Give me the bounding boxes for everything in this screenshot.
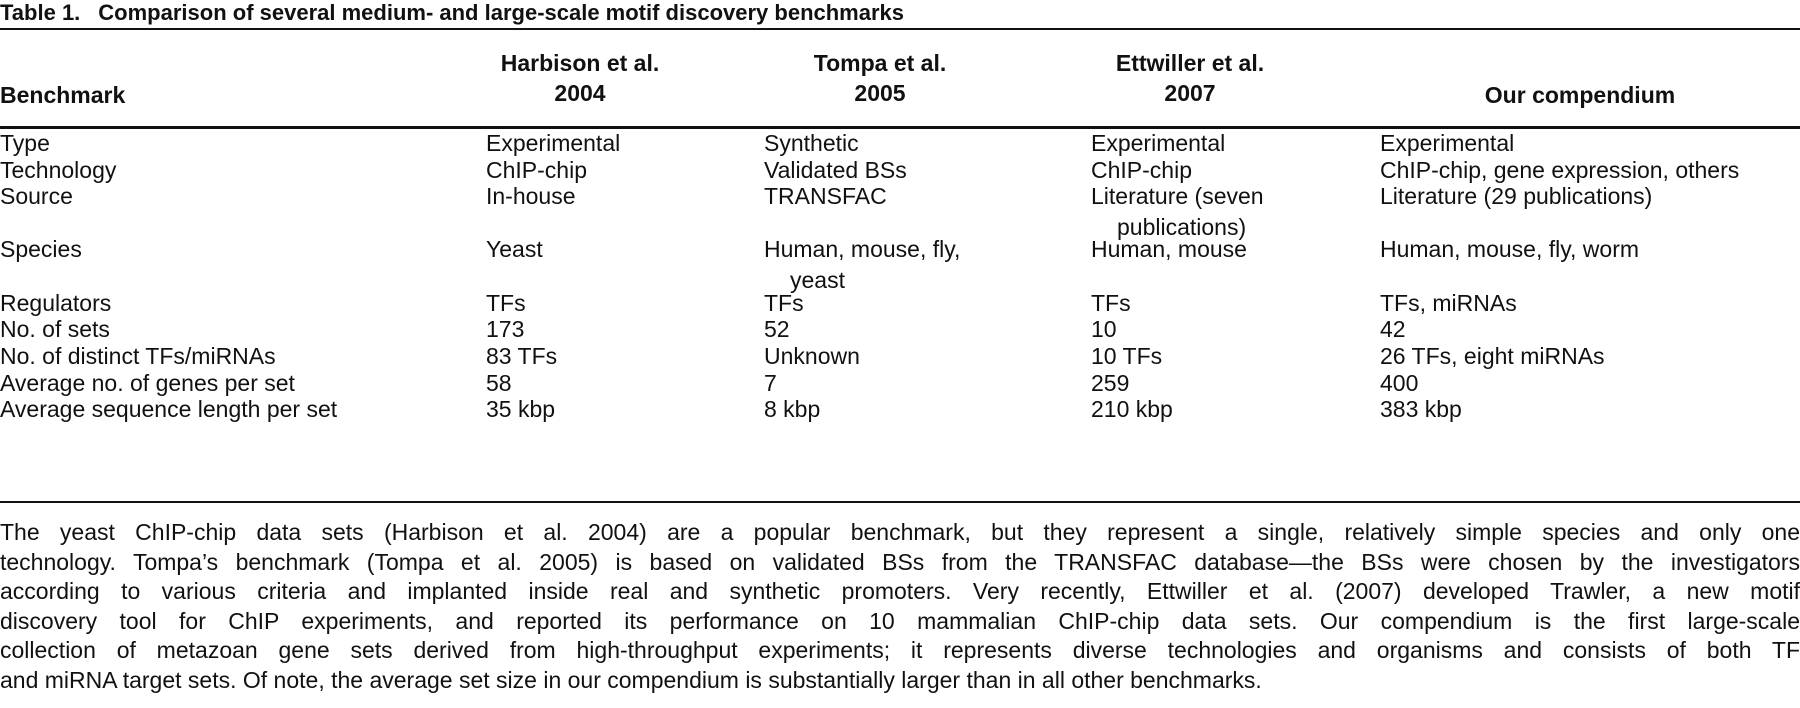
cell-ours: Literature (29 publications)	[1380, 183, 1653, 209]
cell-ours: 42	[1380, 316, 1406, 342]
cell-line: yeast	[790, 267, 845, 293]
cell-harbison: ChIP-chip	[486, 157, 587, 183]
cell-ours: TFs, miRNAs	[1380, 290, 1517, 316]
header-harbison-name: Harbison et al.	[500, 50, 660, 76]
table-footnote	[0, 518, 1800, 696]
header-ettwiller-name: Ettwiller et al.	[1115, 50, 1265, 76]
row-label: Average sequence length per set	[0, 396, 338, 422]
cell-line: publications)	[1117, 214, 1247, 240]
cell-line: 10 TFs	[1091, 343, 1163, 369]
cell-line: 259	[1091, 370, 1130, 396]
footnote-line: according to various criteria and implanted inside real and synthetic promoters. Very recently, Ettwiller et al. (2007) developed Trawler, a new motif	[0, 578, 1800, 605]
cell-ours: 400	[1380, 370, 1419, 396]
header-harbison	[470, 48, 690, 108]
header-benchmark: Benchmark	[0, 82, 126, 108]
cell-harbison: 35 kbp	[486, 396, 556, 422]
row-label: Source	[0, 183, 73, 209]
cell-harbison: Experimental	[486, 130, 621, 156]
cell-line: 10	[1091, 316, 1117, 342]
cell-line: 52	[764, 316, 790, 342]
cell-ettwiller	[1091, 234, 1247, 265]
cell-harbison: Yeast	[486, 236, 543, 262]
bottom-rule	[0, 501, 1800, 503]
cell-ours: 26 TFs, eight miRNAs	[1380, 343, 1605, 369]
cell-harbison: 58	[486, 370, 512, 396]
footnote-line: discovery tool for ChIP experiments, and reported its performance on 10 mammalian ChIP-chip data sets. Our compendium is the first large-scale	[0, 607, 1800, 634]
cell-harbison: TFs	[486, 290, 526, 316]
cell-line: Unknown	[764, 343, 860, 369]
top-rule	[0, 28, 1800, 30]
header-our-compendium: Our compendium	[1484, 82, 1676, 108]
row-label: Average no. of genes per set	[0, 370, 295, 396]
footnote-line: and miRNA target sets. Of note, the average set size in our compendium is substantially larger than in all other benchmarks.	[0, 666, 1262, 693]
header-tompa-name: Tompa et al.	[813, 50, 947, 76]
cell-ours: 383 kbp	[1380, 396, 1462, 422]
cell-line: Human, mouse, fly,	[764, 236, 961, 262]
header-ettwiller	[1085, 48, 1295, 108]
header-tompa	[760, 48, 1000, 108]
row-label: Regulators	[0, 290, 112, 316]
cell-line: Literature (seven	[1091, 183, 1264, 209]
table-title: Comparison of several medium- and large-scale motif discovery benchmarks	[98, 0, 905, 25]
cell-line: Validated BSs	[764, 157, 907, 183]
cell-ours: Experimental	[1380, 130, 1515, 156]
cell-tompa	[764, 394, 820, 425]
cell-line: 7	[764, 370, 777, 396]
cell-line: Experimental	[1091, 130, 1226, 156]
header-rule	[0, 126, 1800, 129]
cell-harbison: In-house	[486, 183, 576, 209]
cell-line: Synthetic	[764, 130, 859, 156]
table-caption	[0, 0, 904, 26]
cell-tompa	[764, 341, 860, 372]
cell-line: 8 kbp	[764, 396, 821, 422]
cell-tompa	[764, 181, 887, 212]
table-label: Table 1.	[0, 0, 81, 25]
cell-line: TRANSFAC	[764, 183, 887, 209]
cell-line: 210 kbp	[1091, 396, 1173, 422]
header-tompa-year: 2005	[854, 80, 906, 106]
cell-ours: ChIP-chip, gene expression, others	[1380, 157, 1740, 183]
footnote-line: technology. Tompa’s benchmark (Tompa et al. 2005) is based on validated BSs from the TRANSFAC database—the BSs were chosen by the investigators	[0, 548, 1800, 575]
cell-harbison: 173	[486, 316, 525, 342]
cell-ours: Human, mouse, fly, worm	[1380, 236, 1640, 262]
header-harbison-year: 2004	[554, 80, 606, 106]
cell-harbison: 83 TFs	[486, 343, 558, 369]
cell-ettwiller	[1091, 394, 1173, 425]
row-label: No. of sets	[0, 316, 110, 342]
row-label: Technology	[0, 157, 117, 183]
cell-line: TFs	[764, 290, 804, 316]
cell-line: ChIP-chip	[1091, 157, 1192, 183]
cell-line: Human, mouse	[1091, 236, 1247, 262]
row-label: Type	[0, 130, 50, 156]
header-ettwiller-year: 2007	[1164, 80, 1216, 106]
footnote-line: collection of metazoan gene sets derived from high-throughput experiments; it represents diverse technologies and organisms and consists of both TF	[0, 637, 1800, 664]
row-label: Species	[0, 236, 82, 262]
row-label: No. of distinct TFs/miRNAs	[0, 343, 276, 369]
footnote-line: The yeast ChIP-chip data sets (Harbison et al. 2004) are a popular benchmark, but they represent a single, relatively simple species and only one	[0, 519, 1800, 545]
cell-tompa	[764, 234, 960, 296]
cell-line: TFs	[1091, 290, 1131, 316]
